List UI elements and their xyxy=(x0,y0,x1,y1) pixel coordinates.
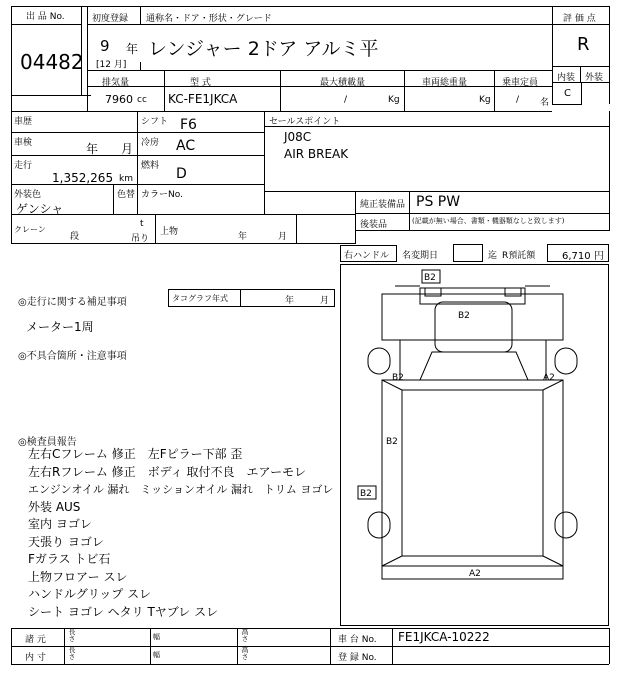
r-deposit-unit: 円 xyxy=(593,251,604,262)
model-value: KC-FE1JKCA xyxy=(168,92,238,106)
lot-no-value: 04482 xyxy=(20,50,84,74)
upper-month-unit: 月 xyxy=(278,232,288,242)
footer-len-label: 長さ xyxy=(68,628,76,642)
inspector-line: エンジンオイル 漏れ ミッションオイル 漏れ トリム ヨゴレ xyxy=(28,483,334,496)
footer-height-label-2: 高さ xyxy=(241,646,249,660)
name-change-label: 名変期日 xyxy=(402,251,439,261)
name-header-label: 通称名・ドア・形状・グレード xyxy=(146,14,272,24)
mark-b2-side: B2 xyxy=(360,489,372,499)
tachograph-label: タコグラフ年式 xyxy=(172,294,228,303)
rating-value: R xyxy=(577,34,590,55)
r-deposit-amount: 6,710 xyxy=(562,251,591,262)
mark-a2-right: A2 xyxy=(543,373,555,383)
footer-inner-label: 内 寸 xyxy=(25,653,46,663)
max-load-label: 最大積載量 xyxy=(320,78,366,88)
cc-unit: cc xyxy=(137,95,147,105)
aftermarket-label: 後装品 xyxy=(360,220,388,230)
displacement-label: 排気量 xyxy=(102,78,130,88)
tacho-month-unit: 月 xyxy=(320,296,330,306)
front-wheel-left-icon xyxy=(368,512,390,538)
inspection-year-unit: 年 xyxy=(86,142,99,156)
footer-width-label-2: 幅 xyxy=(153,651,160,659)
footer-height-label: 高さ xyxy=(241,628,249,642)
ac-value: AC xyxy=(176,138,196,154)
inspector-line: 天張り ヨゴレ xyxy=(28,534,104,549)
sales-point-2: AIR BREAK xyxy=(284,147,349,161)
r-deposit-value xyxy=(562,247,604,262)
interior-label: 内装 xyxy=(557,73,576,83)
vehicle-name: レンジャー 2ドア アルミ平 xyxy=(148,38,379,60)
km-unit: km xyxy=(119,174,133,184)
gross-weight-label: 車両総重量 xyxy=(422,78,468,88)
reg-no-label: 登 録 No. xyxy=(338,653,377,663)
footer-len-label-2: 長さ xyxy=(68,646,76,660)
upper-label: 上物 xyxy=(160,227,179,237)
chassis-no-label: 車 台 No. xyxy=(338,635,377,645)
max-load-slash: / xyxy=(344,95,348,105)
crane-ton: t xyxy=(140,219,144,229)
mark-b2-cab: B2 xyxy=(458,311,470,321)
shift-label: シフト xyxy=(141,117,169,127)
footer-dims-label: 諸 元 xyxy=(25,635,46,645)
running-note: メーター1周 xyxy=(26,320,94,334)
first-reg-month: [12 月] xyxy=(96,60,127,70)
capacity-slash: / xyxy=(516,95,520,105)
exterior-label: 外装 xyxy=(585,73,604,83)
right-handle-label: 右ハンドル xyxy=(344,251,390,261)
footer-width-label: 幅 xyxy=(153,633,160,641)
year-unit: 年 xyxy=(126,42,139,56)
tax-label: 迄 xyxy=(488,251,498,261)
capacity-unit: 名 xyxy=(540,98,550,108)
crane-hang: 吊り xyxy=(131,234,150,244)
month-value: 12 xyxy=(99,60,111,70)
upper-year-unit: 年 xyxy=(238,232,248,242)
history-label: 車歴 xyxy=(14,117,33,127)
inspector-lines xyxy=(28,446,333,621)
inspector-line: シート ヨゴレ ヘタリ Tヤブレ スレ xyxy=(28,604,219,619)
displacement-value: 7960 xyxy=(105,93,133,106)
ext-color-value: ゲンシャ xyxy=(16,202,64,216)
interior-grade: C xyxy=(564,88,571,99)
mileage-label: 走行 xyxy=(14,161,33,171)
aftermarket-note: (記載が無い場合、書類・機器類なしと致します) xyxy=(412,217,565,225)
color-no-label: 色替 xyxy=(117,190,136,200)
equipment-value: PS PW xyxy=(416,194,461,210)
r-deposit-label: R預託額 xyxy=(502,251,536,261)
defects-label: ◎不具合箇所・注意事項 xyxy=(18,351,127,362)
ac-label: 冷房 xyxy=(141,138,160,148)
month-unit: 月 xyxy=(113,60,123,70)
sales-point-1: J08C xyxy=(284,130,312,144)
inspector-line: 左右Rフレーム 修正 ボディ 取付不良 エアーモレ xyxy=(28,464,307,479)
crane-stage: 段 xyxy=(70,232,80,242)
first-reg-year: 9 xyxy=(100,37,110,55)
chassis-no-value: FE1JKCA-10222 xyxy=(398,630,490,644)
capacity-label: 乗車定員 xyxy=(502,78,539,88)
tacho-year-unit: 年 xyxy=(285,296,295,306)
mark-b2-top: B2 xyxy=(424,273,436,283)
color-code-label: カラーNo. xyxy=(141,190,183,200)
first-reg-label: 初度登録 xyxy=(92,14,129,24)
vehicle-diagram xyxy=(340,264,609,626)
gross-weight-kg: Kg xyxy=(479,95,491,105)
mark-a2-bottom: A2 xyxy=(469,569,481,579)
inspection-label: 車検 xyxy=(14,138,33,148)
rear-wheel-right-icon xyxy=(555,348,577,374)
rear-wheel-left-icon xyxy=(368,348,390,374)
ext-color-label: 外装色 xyxy=(14,190,42,200)
max-load-kg: Kg xyxy=(388,95,400,105)
sales-point-label: セールスポイント xyxy=(269,117,341,127)
crane-label: クレーン xyxy=(14,225,46,234)
fuel-value: D xyxy=(176,166,187,182)
shift-value: F6 xyxy=(180,117,197,133)
inspector-line: Fガラス トビ石 xyxy=(28,552,111,566)
fuel-label: 燃料 xyxy=(141,161,160,171)
inspector-line: 左右Cフレーム 修正 左Fピラー下部 歪 xyxy=(28,447,243,461)
inspector-line: 室内 ヨゴレ xyxy=(28,517,92,531)
model-label: 型 式 xyxy=(190,78,211,88)
lot-no-label: 出 品 No. xyxy=(26,12,65,22)
equipment-label: 純正装備品 xyxy=(360,200,406,210)
front-wheel-right-icon xyxy=(555,512,577,538)
inspector-line: ハンドルグリップ スレ xyxy=(28,587,152,601)
mark-b2-left: B2 xyxy=(392,373,404,383)
rating-label: 評 価 点 xyxy=(563,14,596,24)
inspection-month-unit: 月 xyxy=(121,142,134,156)
inspector-report-label: ◎検査員報告 xyxy=(18,437,77,448)
inspector-line: 上物フロアー スレ xyxy=(28,569,128,584)
mark-b2-bed: B2 xyxy=(386,437,398,447)
inspector-line: 外装 AUS xyxy=(28,499,81,514)
mileage-value: 1,352,265 xyxy=(52,171,114,185)
running-remarks-label: ◎走行に関する補足事項 xyxy=(18,297,127,308)
